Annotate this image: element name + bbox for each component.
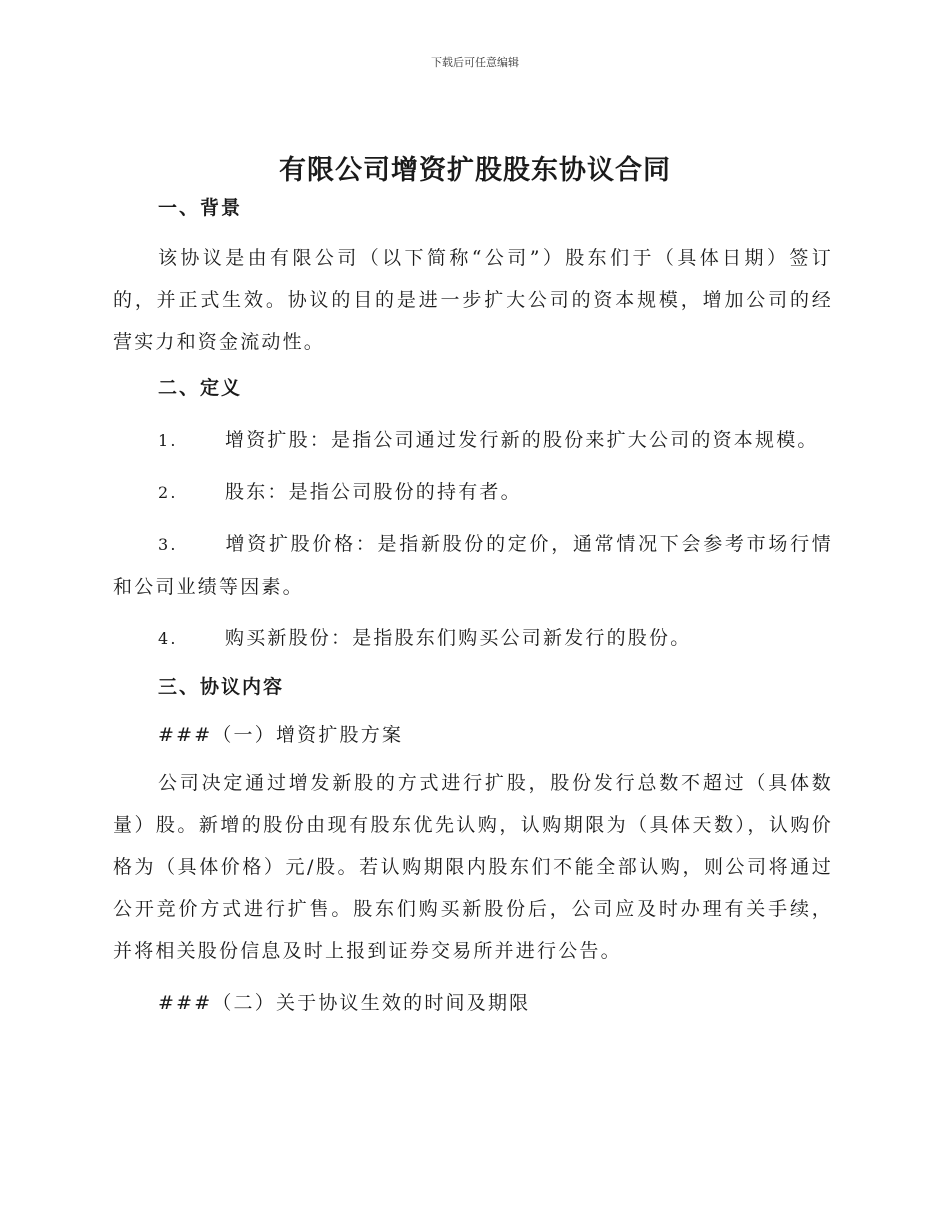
header-note: 下载后可任意编辑 <box>431 56 519 69</box>
background-paragraph: 该协议是由有限公司（以下简称“公司”）股东们于（具体日期）签订的，并正式生效。协议的目的是进一步扩大公司的资本规模，增加公司的经营实力和资金流动性。 <box>113 247 833 353</box>
definition-text: 购买新股份：是指股东们购买公司新发行的股份。 <box>225 627 692 649</box>
section-heading-definitions: 二、定义 <box>158 377 243 399</box>
definition-item <box>113 523 833 608</box>
definition-item <box>113 419 833 462</box>
subsection-heading-effective-term: ###（二）关于协议生效的时间及期限 <box>158 992 531 1014</box>
subsection-heading-capital-plan: ###（一）增资扩股方案 <box>158 724 404 746</box>
section-heading-background: 一、背景 <box>158 197 243 219</box>
definition-item <box>113 617 833 660</box>
definition-text: 增资扩股价格：是指新股份的定价，通常情况下会参考市场行情和公司业绩等因素。 <box>113 533 833 598</box>
definition-item <box>113 471 833 514</box>
list-number: 3. <box>158 535 178 554</box>
capital-plan-paragraph: 公司决定通过增发新股的方式进行扩股，股份发行总数不超过（具体数量）股。新增的股份由现有股东优先认购，认购期限为（具体天数），认购价格为（具体价格）元/股。若认购期限内股东们不能全部认购，则公司将通过公开竞价方式进行扩售。股东们购买新股份后，公司应及时办理有关手续，并将相关股份信息及时上报到证券交易所并进行公告。 <box>113 772 833 962</box>
section-heading-agreement-content: 三、协议内容 <box>158 676 285 698</box>
definition-text: 增资扩股：是指公司通过发行新的股份来扩大公司的资本规模。 <box>225 429 819 451</box>
document-body <box>113 193 833 1030</box>
definition-text: 股东：是指公司股份的持有者。 <box>225 481 522 503</box>
list-number: 4. <box>158 629 178 648</box>
list-number: 1. <box>158 431 178 450</box>
list-number: 2. <box>158 483 178 502</box>
document-title: 有限公司增资扩股股东协议合同 <box>279 155 671 186</box>
